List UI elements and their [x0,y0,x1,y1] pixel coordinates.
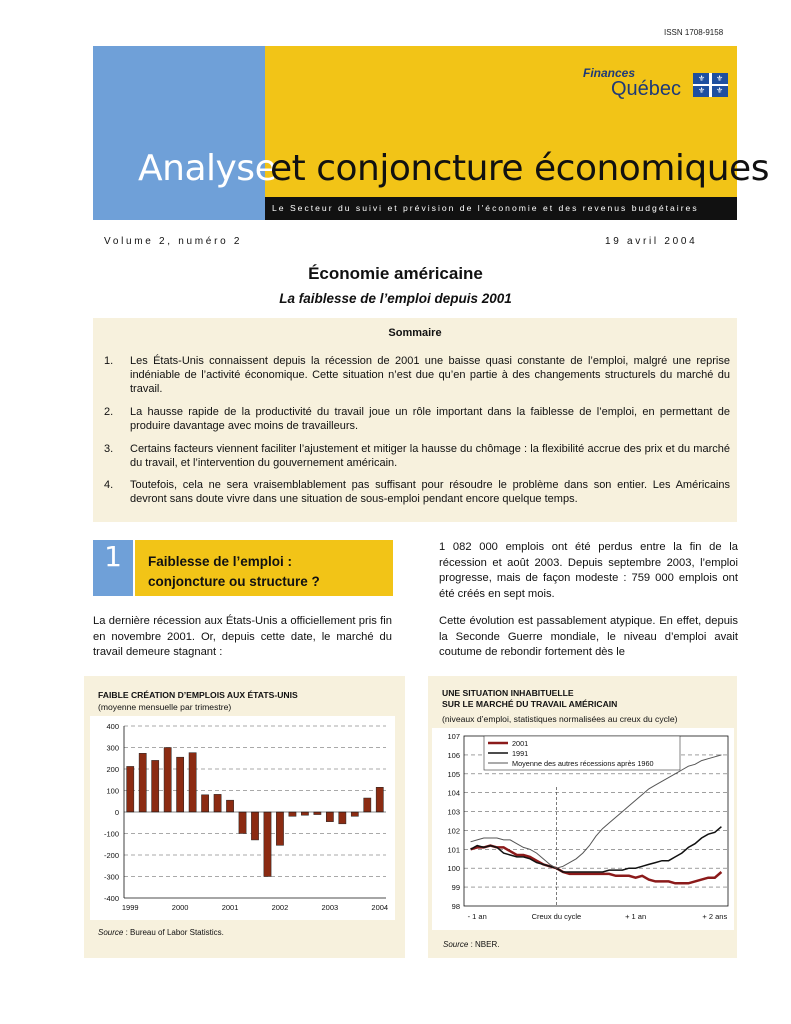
chart2-title-line1: UNE SITUATION INHABITUELLE [442,688,574,698]
chart1-bar [326,812,333,822]
chart1-y-tick-label: -400 [103,894,119,903]
summary-title: Sommaire [388,327,442,339]
chart2-legend-label: 1991 [512,749,529,758]
chart2-x-tick-label: + 1 an [625,912,647,921]
chart1-title: FAIBLE CRÉATION D’EMPLOIS AUX ÉTATS-UNIS [98,690,298,700]
summary-item-number: 3. [104,443,114,455]
chart1-bar [226,800,233,812]
body-paragraph-right-2: Cette évolution est passablement atypique. En effet, depuis la Seconde Guerre mondiale, le niveau d’emploi avait coutume de rebondir fortement dès le [439,615,738,658]
chart1-bar [164,748,171,813]
chart2-title [442,688,732,710]
chart2-source-label: Source [443,940,469,949]
chart1-bar [376,787,383,812]
chart1-y-tick-label: 400 [106,722,119,731]
summary-item-text: Certains facteurs viennent faciliter l’ajustement et mitiger la hausse du chômage : la flexibilité accrue des prix et du marché du travail, et l’intervention du gouvernement américain. [130,443,730,469]
quebec-flag-icon: ⚜ ⚜ ⚜ ⚜ [693,73,728,97]
summary-item-number: 4. [104,479,114,491]
chart1-x-tick-label: 2002 [271,903,289,912]
issue-date: 19 avril 2004 [605,236,698,247]
chart1-y-tick-label: -300 [103,872,119,882]
chart1-bar [201,795,208,812]
chart2-y-tick-label: 106 [447,750,460,760]
title-conjoncture: et conjoncture économiques [270,148,769,189]
chart1-subtitle: (moyenne mensuelle par trimestre) [98,702,232,712]
chart1-x-tick-label: 2001 [221,903,239,912]
line-chart-labor-market [432,728,734,930]
chart2-x-tick-label: Creux du cycle [531,912,582,921]
chart2-y-tick-label: 102 [447,826,460,836]
banner-blue-block [93,46,265,220]
chart1-bar [339,812,346,824]
chart1-bar [239,812,246,834]
bar-chart-employment [90,716,395,920]
chart1-bar [351,812,358,816]
body-paragraph-right-1: 1 082 000 emplois ont été perdus entre la fin de la récession et août 2003. Depuis septembre 2003, l’emploi progresse, mais de façon modeste : 759 000 emplois ont été créés en sept mois. [439,541,738,600]
chart2-y-tick-label: 107 [447,732,460,741]
summary-item-number: 2. [104,406,114,418]
chart1-bar [177,757,184,812]
section-number: 1 [104,540,122,573]
section-title-line1: Faiblesse de l’emploi : [148,554,293,569]
logo-quebec-text: Québec [611,78,682,100]
chart1-bar [152,760,159,812]
chart2-y-tick-label: 98 [451,902,460,911]
chart1-y-tick-label: 100 [106,786,119,796]
chart1-source-label: Source [98,928,124,937]
summary-item-text: La hausse rapide de la productivité du travail joue un rôle important dans la faiblesse de l’emploi, en permettant de produire davantage avec moins de travailleurs. [130,406,730,432]
chart2-y-tick-label: 104 [447,788,460,798]
banner-subtitle: Le Secteur du suivi et prévision de l'économie et des revenus budgétaires [272,203,699,213]
article-subheading: La faiblesse de l’emploi depuis 2001 [279,291,512,306]
chart1-bar [289,812,296,816]
chart2-subtitle: (niveaux d’emploi, statistiques normalisées au creux du cycle) [442,714,678,724]
chart2-x-tick-label: - 1 an [467,912,487,921]
chart2-source-text: : NBER. [468,940,500,949]
chart1-x-tick-label: 2004 [371,903,389,912]
chart1-y-tick-label: 300 [106,743,119,753]
title-analyse: Analyse [138,148,277,189]
chart2-title-line2: SUR LE MARCHÉ DU TRAVAIL AMÉRICAIN [442,699,618,709]
chart1-y-tick-label: 200 [106,765,119,774]
chart1-bar [251,812,258,840]
chart1-y-tick-label: -200 [103,851,119,860]
chart1-bar [301,812,308,815]
chart1-bar [364,798,371,812]
chart2-y-tick-label: 105 [447,769,460,779]
logo-finances-text: Finances [583,66,636,80]
chart2-x-tick-label: + 2 ans [702,912,728,921]
chart1-bar [276,812,283,845]
chart1-source-text: : Bureau of Labor Statistics. [123,928,224,937]
chart1-y-tick-label: 0 [114,808,119,817]
volume-number: Volume 2, numéro 2 [104,236,243,247]
issn-number: ISSN 1708-9158 [664,28,724,37]
chart1-x-tick-label: 2003 [321,903,339,912]
chart1-y-tick-label: -100 [103,829,119,839]
section-title [148,552,388,592]
chart2-legend-label: 2001 [512,739,529,748]
chart2-y-tick-label: 101 [447,845,460,855]
chart2-y-tick-label: 103 [447,807,460,817]
chart1-bar [314,812,321,815]
chart1-source [98,928,224,937]
summary-item-number: 1. [104,355,114,367]
chart2-y-tick-label: 99 [451,883,460,893]
summary-item-text: Toutefois, cela ne sera vraisemblablement pas suffisant pour résoudre le problème dans son entier. Les Américains devront sans doute vivre dans une situation de sous-emploi pendant encore quelque temps. [130,479,730,505]
chart1-bar [264,812,271,877]
chart1-bar [127,766,134,812]
chart1-x-tick-label: 1999 [121,903,139,912]
body-paragraph-left: La dernière récession aux États-Unis a officiellement pris fin en novembre 2001. Or, depuis cette date, le marché du travail demeure stagnant : [93,615,392,658]
chart2-legend-label: Moyenne des autres récessions après 1960 [512,759,654,768]
chart1-bar [139,753,146,812]
chart1-x-tick-label: 2000 [171,903,189,912]
chart1-bar [214,794,221,812]
summary-item-text: Les États-Unis connaissent depuis la récession de 2001 une baisse quasi constante de l’emploi, malgré une reprise indéniable de l’activité économique. Cette situation n’est due qu’en partie à des changements structurels du marché du travail. [130,355,730,395]
chart2-source [443,940,499,949]
section-title-line2: conjoncture ou structure ? [148,574,320,589]
chart1-bar [189,753,196,812]
article-heading: Économie américaine [308,264,483,283]
chart2-y-tick-label: 100 [447,864,460,874]
